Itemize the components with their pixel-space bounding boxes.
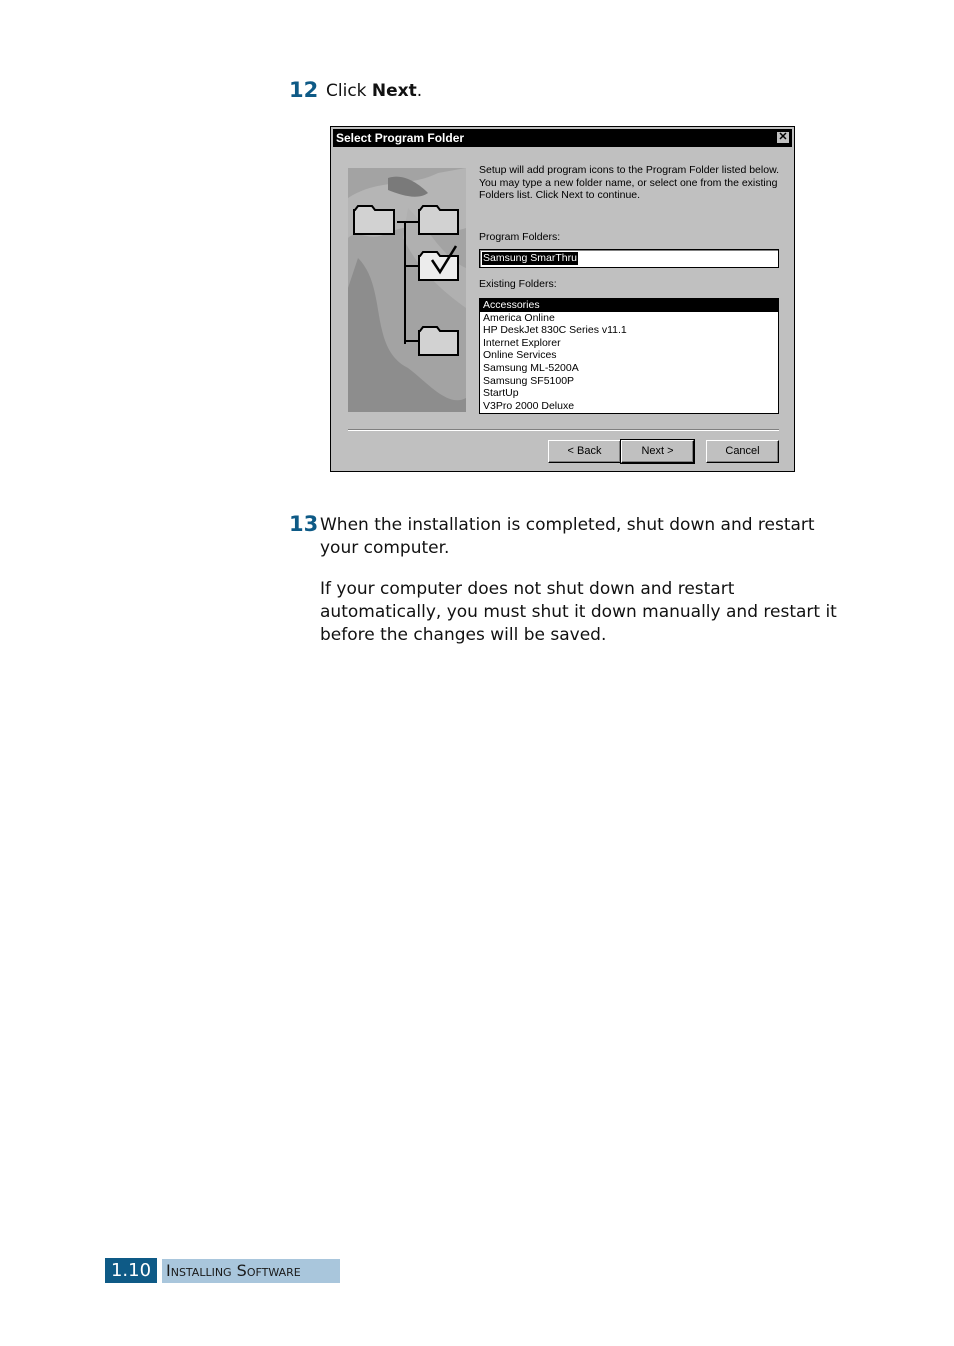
step-13-text: When the installation is completed, shut down and restart your computer.	[320, 515, 815, 558]
dialog-separator	[348, 429, 779, 431]
list-item[interactable]: Samsung ML-5200A	[483, 361, 579, 374]
step-12-bold: Next	[371, 81, 417, 101]
step-13-note: If your computer does not shut down and restart automatically, you must shut it down manually and restart it before the changes will be saved.	[320, 579, 837, 645]
program-folders-label: Program Folders:	[479, 231, 561, 243]
list-item[interactable]: Online Services	[483, 349, 557, 362]
list-item[interactable]: Internet Explorer	[483, 336, 561, 349]
folder-illustration	[348, 168, 466, 412]
existing-folders-label: Existing Folders:	[479, 278, 557, 290]
cancel-button[interactable]: Cancel	[706, 440, 779, 463]
step-12-text	[326, 80, 422, 103]
step-13-number: 13	[289, 512, 319, 536]
back-button[interactable]: < Back	[548, 440, 621, 463]
page-number: 1.10	[105, 1258, 157, 1283]
folder-tree-icon	[348, 168, 466, 412]
existing-folders-list[interactable]	[479, 298, 779, 414]
step-12-prefix: Click	[326, 81, 372, 101]
list-item[interactable]: America Online	[483, 311, 555, 324]
section-title: Installing Software	[162, 1259, 340, 1283]
list-item[interactable]: HP DeskJet 830C Series v11.1	[483, 324, 627, 337]
step-12-number: 12	[289, 78, 319, 102]
list-item[interactable]: Samsung SF5100P	[483, 374, 575, 387]
close-button[interactable]	[776, 131, 790, 144]
list-item[interactable]: V3Pro 2000 Deluxe	[483, 399, 575, 412]
program-folder-value: Samsung SmarThru	[483, 252, 577, 264]
select-program-folder-dialog	[330, 126, 795, 472]
program-folder-input[interactable]	[479, 249, 779, 268]
list-item[interactable]: StartUp	[483, 387, 519, 400]
close-icon: ✕	[778, 131, 788, 143]
step-12-suffix: .	[416, 81, 423, 101]
dialog-description: Setup will add program icons to the Program Folder listed below. You may type a new folder name, or select one from the existing Folders list. Click Next to continue.	[479, 164, 779, 201]
next-button[interactable]: Next >	[621, 440, 694, 463]
dialog-title: Select Program Folder	[336, 131, 465, 145]
dialog-titlebar	[333, 129, 792, 147]
list-item[interactable]: Accessories	[480, 299, 778, 312]
